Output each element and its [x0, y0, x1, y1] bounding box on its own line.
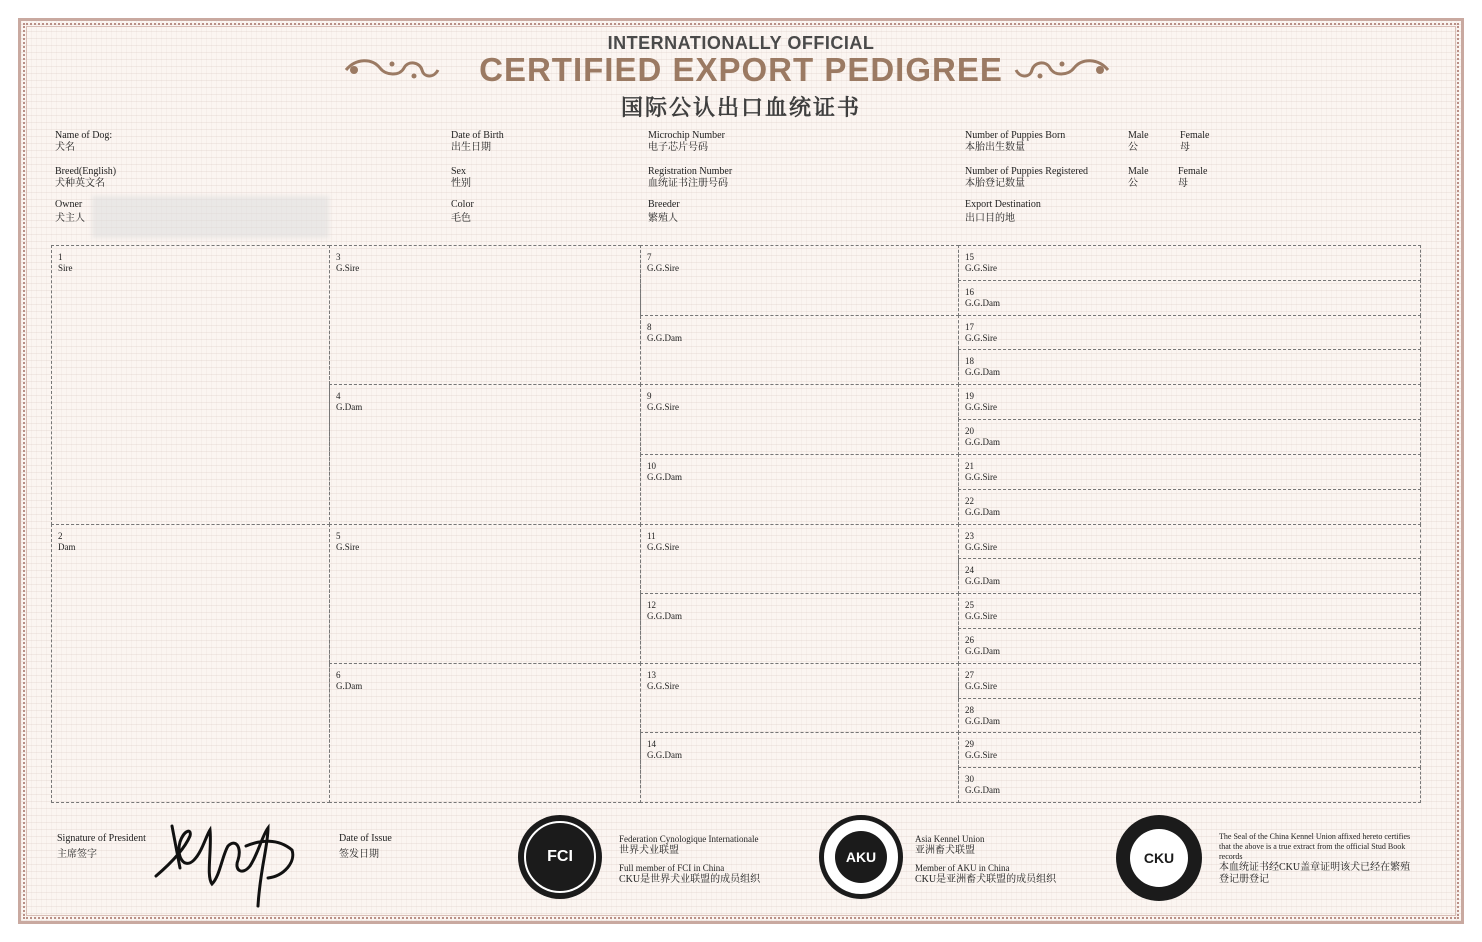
- pedigree-cell-number: 19: [965, 391, 974, 402]
- pedigree-cell: [51, 524, 330, 804]
- pedigree-cell: [958, 767, 1421, 803]
- header-top-line: INTERNATIONALLY OFFICIAL: [607, 33, 875, 53]
- pedigree-cell-number: 2: [58, 530, 63, 541]
- field-label-cn: 出生日期: [451, 142, 491, 153]
- field-date-of-birth: [451, 130, 504, 154]
- pedigree-cell-label: G.G.Sire: [965, 680, 997, 691]
- field-label-cn: 母: [1180, 142, 1190, 153]
- pedigree-cell-label: G.G.Sire: [965, 541, 997, 552]
- pedigree-cell: [640, 315, 959, 386]
- pedigree-cell-label: G.G.Dam: [965, 715, 1000, 726]
- pedigree-cell-label: G.G.Dam: [647, 611, 682, 622]
- field-puppies-born: [965, 130, 1065, 154]
- pedigree-cell: [51, 245, 330, 525]
- aku-logo-inner: [835, 831, 887, 883]
- pedigree-cell: [329, 663, 641, 803]
- pedigree-cell-number: 18: [965, 356, 974, 367]
- field-born-female: [1180, 130, 1209, 154]
- field-label-en: Registration Number: [648, 166, 733, 177]
- field-name-of-dog: [55, 130, 112, 154]
- field-label-en: Number of Puppies Registered: [965, 166, 1089, 177]
- pedigree-cell: [640, 245, 959, 316]
- pedigree-cell: [958, 732, 1421, 768]
- field-label-cn: 性别: [451, 178, 471, 189]
- pedigree-cell-number: 27: [965, 669, 974, 680]
- pedigree-cell-number: 10: [647, 460, 656, 471]
- pedigree-cell: [640, 593, 959, 664]
- field-label-en: Signature of President: [57, 833, 146, 844]
- pedigree-cell-label: G.Dam: [336, 402, 363, 413]
- pedigree-cell-label: G.G.Sire: [965, 332, 997, 343]
- fci-line3: Full member of FCI in China: [619, 863, 725, 873]
- pedigree-cell-number: 6: [336, 669, 341, 680]
- aku-line2: 亚洲畜犬联盟: [915, 845, 975, 856]
- field-label-en: Microchip Number: [648, 130, 725, 141]
- pedigree-cell-number: 22: [965, 495, 974, 506]
- header-main-title: CERTIFIED EXPORT PEDIGREE: [479, 51, 1003, 88]
- footer-date-of-issue: [339, 833, 392, 861]
- pedigree-cell: [329, 245, 641, 385]
- field-sex: [451, 166, 471, 190]
- pedigree-cell: [958, 280, 1421, 316]
- cku-logo-inner: [1130, 829, 1188, 887]
- field-label-en: Male: [1128, 166, 1149, 177]
- field-registration-number: [648, 166, 732, 190]
- field-label-cn: 电子芯片号码: [648, 142, 708, 153]
- field-breed: [55, 166, 116, 190]
- pedigree-cell: [958, 454, 1421, 490]
- pedigree-cell-number: 5: [336, 530, 341, 541]
- aku-line3: Member of AKU in China: [915, 863, 1010, 873]
- pedigree-cell-label: G.G.Sire: [647, 263, 679, 273]
- field-born-male: [1128, 130, 1149, 154]
- field-label-cn: 血统证书注册号码: [648, 178, 728, 189]
- pedigree-cell: [958, 524, 1421, 560]
- pedigree-cell-number: 16: [965, 286, 974, 297]
- pedigree-cell-number: 13: [647, 669, 656, 680]
- field-label-cn: 公: [1128, 178, 1138, 189]
- pedigree-cell-label: G.G.Dam: [965, 437, 1000, 448]
- pedigree-cell-number: 3: [336, 252, 341, 262]
- pedigree-cell-number: 23: [965, 530, 974, 541]
- field-label-en: Sex: [451, 166, 466, 177]
- pedigree-cell: [640, 732, 959, 803]
- field-label-cn: 公: [1128, 142, 1138, 153]
- fci-logo-icon: [518, 815, 602, 899]
- field-label-cn: 出口目的地: [965, 213, 1015, 224]
- field-label-en: Name of Dog:: [55, 130, 113, 141]
- aku-text-block: [915, 833, 1056, 886]
- pedigree-cell-label: G.G.Dam: [965, 576, 1000, 587]
- cku-line3: records: [1219, 852, 1243, 861]
- field-label-en: Owner: [55, 199, 83, 210]
- field-label-en: Color: [451, 199, 474, 210]
- president-signature-icon: [150, 806, 300, 916]
- field-label-en: Female: [1178, 166, 1208, 177]
- ornament-right-icon: [1012, 56, 1112, 84]
- pedigree-cell-label: G.G.Sire: [647, 402, 679, 413]
- field-label-cn: 犬名: [55, 142, 75, 153]
- pedigree-cell-number: 4: [336, 391, 341, 402]
- pedigree-cell-label: G.G.Sire: [647, 541, 679, 552]
- field-label-cn: 本胎登记数量: [965, 178, 1025, 189]
- aku-logo-text: AKU: [845, 849, 877, 865]
- field-label-en: Breed(English): [55, 166, 117, 177]
- pedigree-cell: [640, 454, 959, 525]
- field-label-cn: 犬种英文名: [55, 178, 105, 189]
- field-owner: [55, 199, 85, 225]
- pedigree-cell-number: 26: [965, 634, 974, 645]
- cku-line5: 登记册登记: [1219, 874, 1269, 885]
- field-breeder: [648, 199, 680, 225]
- pedigree-cell: [958, 663, 1421, 699]
- pedigree-cell-number: 24: [965, 565, 974, 576]
- cku-logo-icon: [1116, 815, 1202, 901]
- fci-logo-inner: [524, 821, 596, 893]
- pedigree-cell-number: 14: [647, 739, 656, 750]
- field-reg-male: [1128, 166, 1149, 190]
- pedigree-cell-number: 7: [647, 252, 652, 262]
- pedigree-cell-label: G.G.Dam: [647, 471, 682, 482]
- cku-line2: that the above is a true extract from the official Stud Book: [1219, 842, 1406, 851]
- pedigree-cell: [958, 384, 1421, 420]
- header-cn-title: 国际公认出口血统证书: [620, 95, 861, 121]
- aku-line4: CKU是亚洲畜犬联盟的成员组织: [915, 874, 1057, 885]
- pedigree-cell-number: 28: [965, 704, 974, 715]
- pedigree-cell-label: G.G.Dam: [965, 506, 1000, 517]
- pedigree-cell-label: G.Dam: [336, 680, 363, 691]
- pedigree-cell: [958, 593, 1421, 629]
- pedigree-cell-label: Sire: [58, 263, 73, 273]
- field-label-cn: 母: [1178, 178, 1188, 189]
- field-puppies-registered: [965, 166, 1088, 190]
- field-label-cn: 本胎出生数量: [965, 142, 1025, 153]
- pedigree-cell-label: G.G.Sire: [965, 471, 997, 482]
- pedigree-cell-number: 30: [965, 774, 974, 785]
- pedigree-cell-number: 11: [647, 530, 656, 541]
- cku-line4: 本血统证书经CKU盖章证明该犬已经在繁殖: [1219, 862, 1411, 873]
- field-label-en: Date of Issue: [339, 833, 392, 844]
- aku-logo-icon: [819, 815, 903, 899]
- pedigree-cell: [640, 663, 959, 734]
- field-export-destination: [965, 199, 1041, 225]
- aku-line1: Asia Kennel Union: [915, 834, 985, 844]
- pedigree-cell: [958, 628, 1421, 664]
- pedigree-cell: [958, 489, 1421, 525]
- cku-line1: The Seal of the China Kennel Union affixed hereto certifies: [1219, 832, 1411, 841]
- pedigree-cell-label: G.G.Dam: [965, 367, 1000, 378]
- pedigree-cell-label: Dam: [58, 541, 76, 552]
- cku-text-block: [1219, 832, 1410, 886]
- pedigree-cell-label: G.Sire: [336, 263, 360, 273]
- fci-line4: CKU是世界犬业联盟的成员组织: [619, 874, 761, 885]
- pedigree-cell-number: 1: [58, 252, 63, 262]
- field-label-cn: 繁殖人: [648, 213, 678, 224]
- pedigree-cell-label: G.Sire: [336, 541, 360, 552]
- pedigree-cell-label: G.G.Sire: [965, 263, 997, 273]
- pedigree-cell-number: 21: [965, 460, 974, 471]
- field-microchip: [648, 130, 725, 154]
- field-color: [451, 199, 474, 225]
- pedigree-cell: [640, 384, 959, 455]
- pedigree-cell-label: G.G.Sire: [965, 611, 997, 622]
- pedigree-cell-number: 25: [965, 600, 974, 611]
- fci-logo-text: FCI: [547, 848, 573, 865]
- pedigree-cell: [329, 524, 641, 664]
- pedigree-cell: [958, 349, 1421, 385]
- pedigree-cell-label: G.G.Sire: [965, 750, 997, 761]
- field-label-cn: 犬主人: [55, 213, 85, 224]
- pedigree-cell-label: G.G.Dam: [965, 645, 1000, 656]
- pedigree-cell-label: G.G.Dam: [965, 297, 1000, 308]
- field-label-en: Breeder: [648, 199, 680, 210]
- fci-line1: Federation Cynologique Internationale: [619, 834, 759, 844]
- pedigree-cell-number: 9: [647, 391, 652, 402]
- pedigree-cell: [958, 315, 1421, 351]
- fci-text-block: [619, 833, 760, 886]
- field-label-en: Male: [1128, 130, 1149, 141]
- pedigree-cell-number: 12: [647, 600, 656, 611]
- pedigree-cell: [640, 524, 959, 595]
- pedigree-cell: [958, 419, 1421, 455]
- pedigree-cell-label: G.G.Sire: [647, 680, 679, 691]
- field-label-cn: 主席签字: [57, 849, 97, 860]
- pedigree-cell-label: G.G.Dam: [647, 750, 682, 761]
- field-label-cn: 签发日期: [339, 849, 379, 860]
- pedigree-cell-number: 8: [647, 321, 652, 332]
- pedigree-cell-number: 20: [965, 426, 974, 437]
- footer-signature-label: [57, 833, 146, 861]
- pedigree-cell: [329, 384, 641, 524]
- pedigree-cell: [958, 558, 1421, 594]
- field-label-en: Number of Puppies Born: [965, 130, 1066, 141]
- field-reg-female: [1178, 166, 1207, 190]
- pedigree-cell: [958, 245, 1421, 281]
- fci-line2: 世界犬业联盟: [619, 845, 679, 856]
- pedigree-cell-label: G.G.Sire: [965, 402, 997, 413]
- pedigree-cell-label: G.G.Dam: [647, 332, 682, 343]
- pedigree-cell: [958, 698, 1421, 734]
- cku-logo-text: CKU: [1143, 850, 1175, 866]
- field-label-en: Export Destination: [965, 199, 1041, 210]
- field-label-en: Female: [1180, 130, 1210, 141]
- owner-redacted-area: [92, 196, 329, 238]
- pedigree-cell-number: 17: [965, 321, 974, 332]
- field-label-en: Date of Birth: [451, 130, 504, 141]
- pedigree-cell-label: G.G.Dam: [965, 785, 1000, 796]
- pedigree-cell-number: 29: [965, 739, 974, 750]
- pedigree-cell-number: 15: [965, 252, 974, 262]
- field-label-cn: 毛色: [451, 213, 471, 224]
